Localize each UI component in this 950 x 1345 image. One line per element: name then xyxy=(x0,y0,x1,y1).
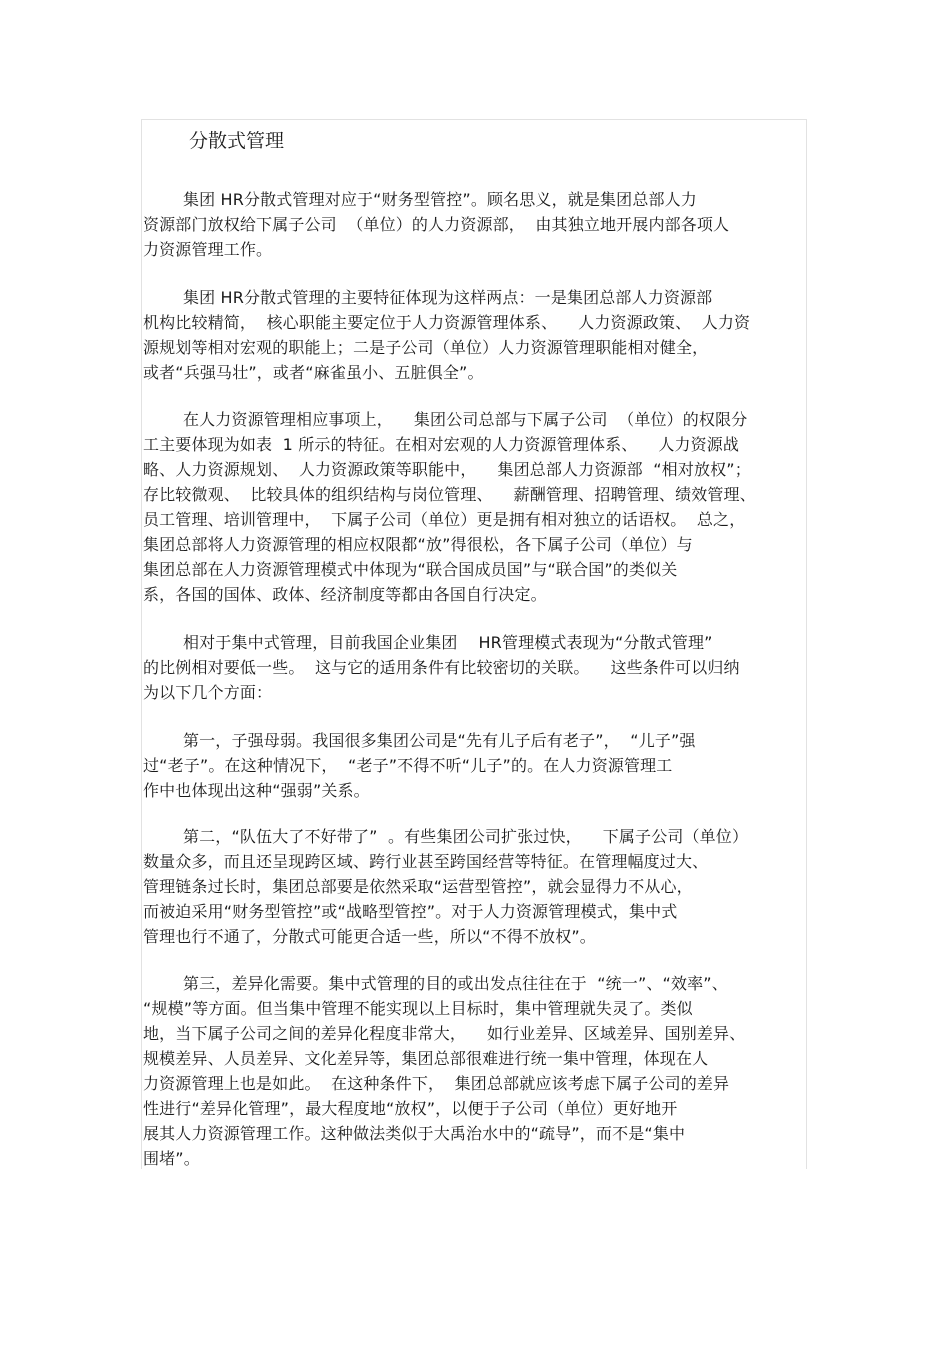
document-title: 分散式管理 xyxy=(189,130,285,152)
paragraph-6-line-4: 而被迫采用“财务型管控”或“战略型管控”。对于人力资源管理模式，集中式 xyxy=(143,902,678,921)
paragraph-7-line-7: 展其人力资源管理工作。这种做法类似于大禹治水中的“疏导”，而不是“集中 xyxy=(143,1124,686,1143)
paragraph-7-line-6: 性进行“差异化管理”，最大程度地“放权”，以便于子公司（单位）更好地开 xyxy=(143,1099,678,1118)
paragraph-4-line-3: 为以下几个方面： xyxy=(143,683,273,702)
paragraph-6-line-1: 第二，“队伍大了不好带了” 。有些集团公司扩张过快， 下属子公司（单位） xyxy=(183,827,749,846)
paragraph-3-line-2: 工主要体现为如表 1 所示的特征。在相对宏观的人力资源管理体系、 人力资源战 xyxy=(143,435,740,454)
paragraph-3-line-6: 集团总部将人力资源管理的相应权限都“放”得很松，各下属子公司（单位）与 xyxy=(143,535,693,554)
paragraph-4-line-2: 的比例相对要低一些。 这与它的适用条件有比较密切的关联。 这些条件可以归纳 xyxy=(143,658,740,677)
paragraph-2-line-1: 集团 HR分散式管理的主要特征体现为这样两点：一是集团总部人力资源部 xyxy=(183,288,713,307)
paragraph-3-line-5: 员工管理、培训管理中， 下属子公司（单位）更是拥有相对独立的话语权。 总之， xyxy=(143,510,746,529)
paragraph-3-line-8: 系，各国的国体、政体、经济制度等都由各国自行决定。 xyxy=(143,585,547,604)
paragraph-7-line-3: 地，当下属子公司之间的差异化程度非常大， 如行业差异、区域差异、国别差异、 xyxy=(143,1024,746,1043)
paragraph-5-line-3: 作中也体现出这种“强弱”关系。 xyxy=(143,781,370,800)
paragraph-7-line-1: 第三，差异化需要。集中式管理的目的或出发点往往在于 “统一”、“效率”、 xyxy=(183,974,728,993)
paragraph-6-line-5: 管理也行不通了，分散式可能更合适一些，所以“不得不放权”。 xyxy=(143,927,596,946)
paragraph-4-line-1: 相对于集中式管理，目前我国企业集团 HR管理模式表现为“分散式管理” xyxy=(183,633,713,652)
paragraph-2-line-2: 机构比较精简， 核心职能主要定位于人力资源管理体系、 人力资源政策、 人力资 xyxy=(143,313,751,332)
paragraph-7-line-2: “规模”等方面。但当集中管理不能实现以上目标时，集中管理就失灵了。类似 xyxy=(143,999,693,1018)
paragraph-6-line-2: 数量众多，而且还呈现跨区域、跨行业甚至跨国经营等特征。在管理幅度过大、 xyxy=(143,852,709,871)
paragraph-5-line-1: 第一，子强母弱。我国很多集团公司是“先有儿子后有老子”， “儿子”强 xyxy=(183,731,696,750)
paragraph-1-line-1: 集团 HR分散式管理对应于“财务型管控”。顾名思义，就是集团总部人力 xyxy=(183,190,697,209)
paragraph-1-line-3: 力资源管理工作。 xyxy=(143,240,273,259)
paragraph-6-line-3: 管理链条过长时，集团总部要是依然采取“运营型管控”，就会显得力不从心， xyxy=(143,877,693,896)
paragraph-7-line-5: 力资源管理上也是如此。 在这种条件下， 集团总部就应该考虑下属子公司的差异 xyxy=(143,1074,730,1093)
paragraph-7-line-4: 规模差异、人员差异、文化差异等，集团总部很难进行统一集中管理，体现在人 xyxy=(143,1049,709,1068)
paragraph-3-line-4: 存比较微观、 比较具体的组织结构与岗位管理、 薪酬管理、招聘管理、绩效管理、 xyxy=(143,485,756,504)
paragraph-3-line-3: 略、人力资源规划、 人力资源政策等职能中， 集团总部人力资源部 “相对放权”； xyxy=(143,460,751,479)
paragraph-1-line-2: 资源部门放权给下属子公司 （单位）的人力资源部， 由其独立地开展内部各项人 xyxy=(143,215,730,234)
paragraph-5-line-2: 过“老子”。在这种情况下， “老子”不得不听“儿子”的。在人力资源管理工 xyxy=(143,756,673,775)
paragraph-2-line-3: 源规划等相对宏观的职能上；二是子公司（单位）人力资源管理职能相对健全， xyxy=(143,338,709,357)
paragraph-2-line-4: 或者“兵强马壮”，或者“麻雀虽小、五脏俱全”。 xyxy=(143,363,484,382)
paragraph-7-line-8: 围堵”。 xyxy=(143,1149,200,1168)
paragraph-3-line-1: 在人力资源管理相应事项上， 集团公司总部与下属子公司 （单位）的权限分 xyxy=(183,410,748,429)
paragraph-3-line-7: 集团总部在人力资源管理模式中体现为“联合国成员国”与“联合国”的类似关 xyxy=(143,560,678,579)
